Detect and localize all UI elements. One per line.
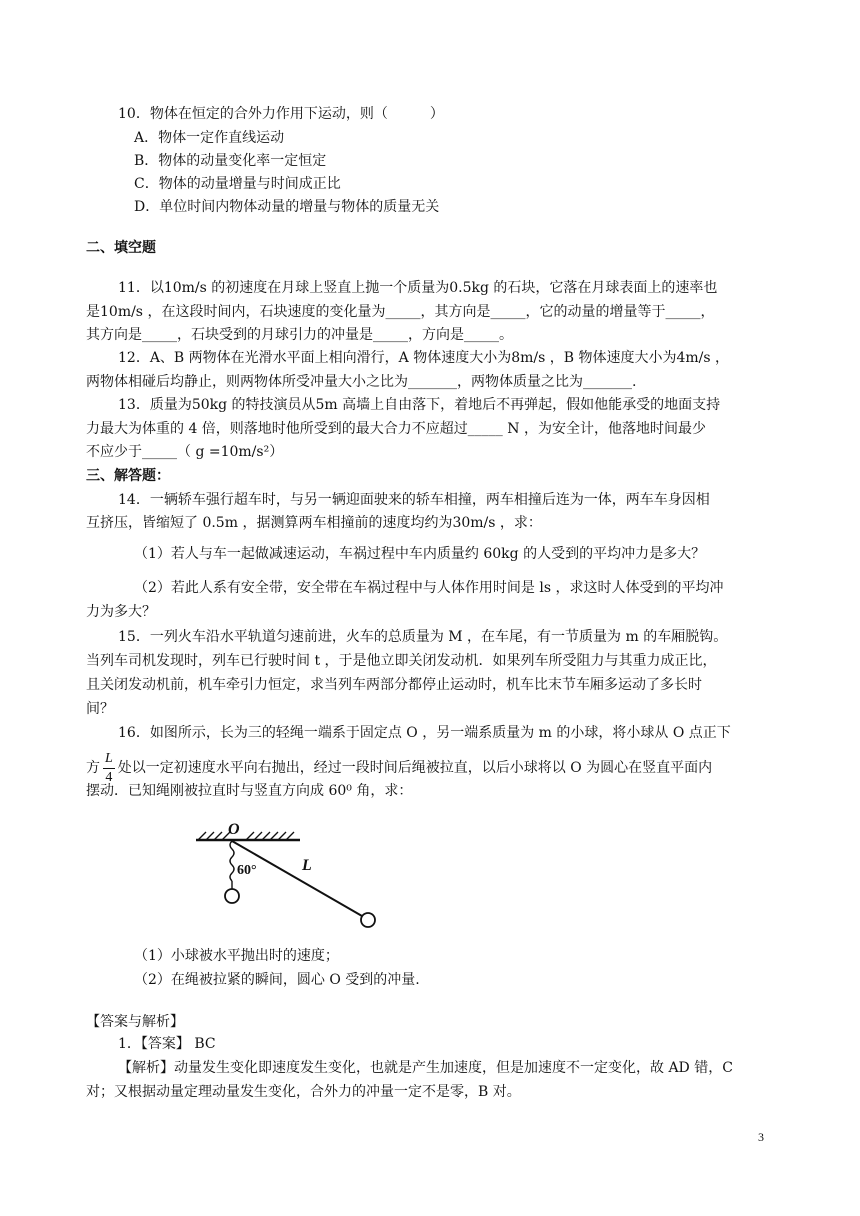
- q11-line-3: 其方向是_____，石块受到的月球引力的冲量是_____，方向是_____。: [86, 327, 513, 343]
- q10-option-d: D．单位时间内物体动量的增量与物体的质量无关: [134, 199, 440, 215]
- fraction-denominator: 4: [105, 769, 113, 785]
- ball-end: [361, 913, 375, 927]
- long-rope: [232, 841, 362, 916]
- pendulum-figure: [190, 812, 390, 932]
- q13-line-2: 力最大为体重的 4 倍，则落地时他所受到的最大合力不应超过_____ N ，为安全计，他落地时间最少: [86, 421, 706, 437]
- q14-line-2: 互挤压，皆缩短了 0.5m ，据测算两车相撞前的速度均约为30m/s ，求：: [86, 515, 542, 531]
- q16-sub-1: （1）小球被水平抛出时的速度；: [134, 948, 339, 964]
- fig-label-angle: 60°: [237, 863, 257, 878]
- fraction-numerator: L: [103, 750, 115, 769]
- q12-line-2: 两物体相碰后均静止，则两物体所受冲量大小之比为_______，两物体质量之比为_______.: [86, 374, 637, 390]
- fig-label-l: L: [302, 857, 312, 874]
- q16-line-3: 摆动．已知绳刚被拉直时与竖直方向成 60⁰ 角，求：: [86, 783, 413, 799]
- q15-line-4: 间？: [86, 701, 114, 717]
- q10-option-a: A．物体一定作直线运动: [134, 130, 285, 146]
- answers-title: 【答案与解析】: [86, 1014, 184, 1030]
- fig-label-o: O: [228, 821, 240, 838]
- q16-sub-2: （2）在绳被拉紧的瞬间，圆心 O 受到的冲量.: [134, 972, 420, 988]
- q13-line-3: 不应少于_____（ g =10m/s²）: [86, 444, 284, 460]
- q16-line-2-prefix: 方: [86, 760, 100, 776]
- q10-option-b: B．物体的动量变化率一定恒定: [134, 153, 327, 169]
- page-number: 3: [758, 1130, 764, 1144]
- q15-line-1: 15．一列火车沿水平轨道匀速前进，火车的总质量为 M ，在车尾，有一节质量为 m 的车厢脱钩。: [118, 629, 728, 645]
- q12-line-1: 12．A、B 两物体在光滑水平面上相向滑行，A 物体速度大小为8m/s ，B 物体速度大小为4m/s ，: [118, 350, 730, 366]
- q11-line-1: 11．以10m/s 的初速度在月球上竖直上抛一个质量为0.5kg 的石块，它落在月球表面上的速率也: [118, 280, 718, 296]
- answer-1: 1．【答案】 BC: [118, 1036, 216, 1052]
- ball-start: [225, 889, 239, 903]
- section-answer-title: 三、解答题：: [86, 468, 170, 484]
- q13-line-1: 13．质量为50kg 的特技演员从5m 高墙上自由落下，着地后不再弹起，假如他能承受的地面支持: [118, 397, 721, 413]
- short-string: [230, 841, 234, 881]
- q10-option-c: C．物体的动量增量与时间成正比: [134, 176, 341, 192]
- q10-stem: 10．物体在恒定的合外力作用下运动，则（ ）: [118, 106, 444, 122]
- q15-line-2: 当列车司机发现时，列车已行驶时间 t ，于是他立即关闭发动机．如果列车所受阻力与其重力成正比，: [86, 653, 717, 669]
- q14-sub-2-line-2: 力为多大？: [86, 604, 156, 620]
- q14-sub-2-line-1: （2）若此人系有安全带，安全带在车祸过程中与人体作用时间是 ls ，求这时人体受到的平均冲: [134, 580, 724, 596]
- section-fill-in-title: 二、填空题: [86, 240, 156, 256]
- q14-line-1: 14．一辆轿车强行超车时，与另一辆迎面驶来的轿车相撞，两车相撞后连为一体，两车车身因相: [118, 492, 710, 508]
- answer-1-analysis-line-2: 对；又根据动量定理动量发生变化，合外力的冲量一定不是零，B 对。: [86, 1084, 521, 1100]
- q16-line-2-suffix: 处以一定初速度水平向右抛出，经过一段时间后绳被拉直，以后小球将以 O 为圆心在竖直平面内: [117, 760, 713, 776]
- q14-sub-1: （1）若人与车一起做减速运动，车祸过程中车内质量约 60kg 的人受到的平均冲力是多大？: [134, 546, 706, 562]
- q15-line-3: 且关闭发动机前，机车牵引力恒定，求当列车两部分都停止运动时，机车比末节车厢多运动了多长时: [86, 677, 702, 693]
- q16-line-1: 16．如图所示，长为三的轻绳一端系于固定点 O ，另一端系质量为 m 的小球，将小球从 O 点正下: [118, 725, 731, 741]
- q11-line-2: 是10m/s ，在这段时间内，石块速度的变化量为_____，其方向是_____，它的动量的增量等于_____，: [86, 304, 715, 320]
- answer-1-analysis-line-1: 【解析】动量发生变化即速度发生变化，也就是产生加速度，但是加速度不一定变化，故 AD 错，C: [118, 1060, 733, 1076]
